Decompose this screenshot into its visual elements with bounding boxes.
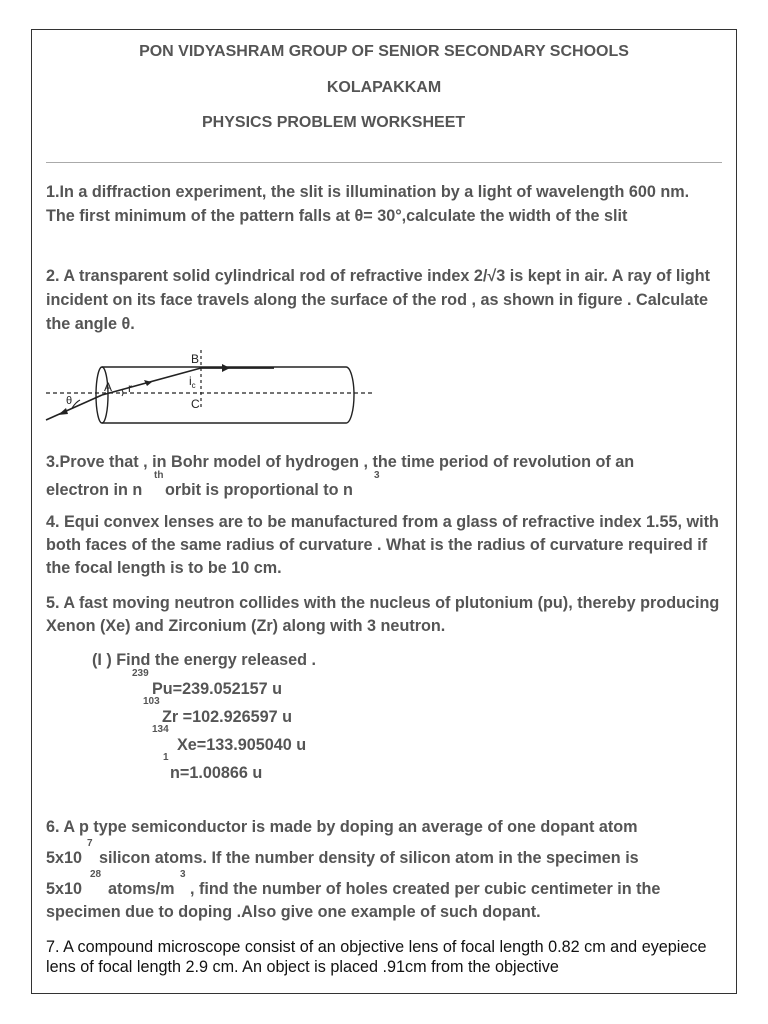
question-6-line4: specimen due to doping .Also give one example of such dopant. <box>46 903 541 921</box>
question-3-line2a: electron in n <box>46 481 143 499</box>
question-5-part-i: (I ) Find the energy released . <box>92 651 316 669</box>
question-1: 1.In a diffraction experiment, the slit is illumination by a light of wavelength 600 nm. The first minimum of the pattern falls at θ= 30°,calculate the width of the slit <box>46 183 690 225</box>
question-6-line3a: 5x10 <box>46 880 83 898</box>
incident-ray <box>46 395 102 420</box>
question-6-line3c: , find the number of holes created per cubic centimeter in the <box>190 880 661 898</box>
question-3-sup-th: th <box>154 470 164 481</box>
question-6-sup-7: 7 <box>87 838 93 849</box>
question-3-line2b: orbit is proportional to n <box>165 481 353 499</box>
label-b: B <box>191 352 200 366</box>
r-arc <box>122 390 123 396</box>
header-divider <box>46 162 722 163</box>
question-6-line2a: 5x10 <box>46 849 83 867</box>
question-6-sup-3: 3 <box>180 869 186 880</box>
zr-mass-number: 103 <box>143 696 160 707</box>
question-3-sup-3: 3 <box>374 470 380 481</box>
xe-mass: Xe=133.905040 u <box>177 736 307 754</box>
label-ic: $i_c$ <box>189 374 196 390</box>
pu-mass: Pu=239.052157 u <box>152 680 283 698</box>
question-7: 7. A compound microscope consist of an objective lens of focal length 0.82 cm and eyepiece lens of focal length 2.9 cm. An object is placed .91cm from the objective <box>46 938 707 976</box>
surface-arrow <box>222 364 230 372</box>
label-theta: θ <box>66 395 73 407</box>
worksheet-title: PHYSICS PROBLEM WORKSHEET <box>202 114 466 131</box>
refracted-ray <box>102 368 201 395</box>
cylindrical-rod-figure <box>44 346 384 428</box>
question-6-line3b: atoms/m <box>108 880 175 898</box>
question-2: 2. A transparent solid cylindrical rod of refractive index 2/√3 is kept in air. A ray of light incident on its face travels along the surface of the rod , as shown in figure . Calculate the angle θ. <box>46 267 711 333</box>
question-6-sup-28: 28 <box>90 869 102 880</box>
question-3-line1: 3.Prove that , in Bohr model of hydrogen , the time period of revolution of an <box>46 453 635 471</box>
rod-right-face <box>346 367 354 423</box>
xe-mass-number: 134 <box>152 724 169 735</box>
label-c: C <box>191 397 200 411</box>
n-mass-number: 1 <box>163 752 169 763</box>
question-5: 5. A fast moving neutron collides with the nucleus of plutonium (pu), thereby producing Xenon (Xe) and Zirconium (Zr) along with 3 neutron. <box>46 594 720 635</box>
label-a: A <box>104 380 113 394</box>
school-name: PON VIDYASHRAM GROUP OF SENIOR SECONDARY SCHOOLS <box>139 43 629 60</box>
question-6-line2b: silicon atoms. If the number density of silicon atom in the specimen is <box>99 849 639 867</box>
rod-outline <box>102 367 346 423</box>
label-r: r <box>128 381 132 395</box>
school-location: KOLAPAKKAM <box>326 79 442 96</box>
question-6-line1: 6. A p type semiconductor is made by doping an average of one dopant atom <box>46 818 638 836</box>
question-4: 4. Equi convex lenses are to be manufactured from a glass of refractive index 1.55, with both faces of the same radius of curvature . What is the radius of curvature required if the focal length is to be 10 cm. <box>46 513 719 577</box>
zr-mass: Zr =102.926597 u <box>162 708 293 726</box>
pu-mass-number: 239 <box>132 668 149 679</box>
neutron-mass: n=1.00866 u <box>170 764 263 782</box>
incident-arrow <box>58 408 68 415</box>
